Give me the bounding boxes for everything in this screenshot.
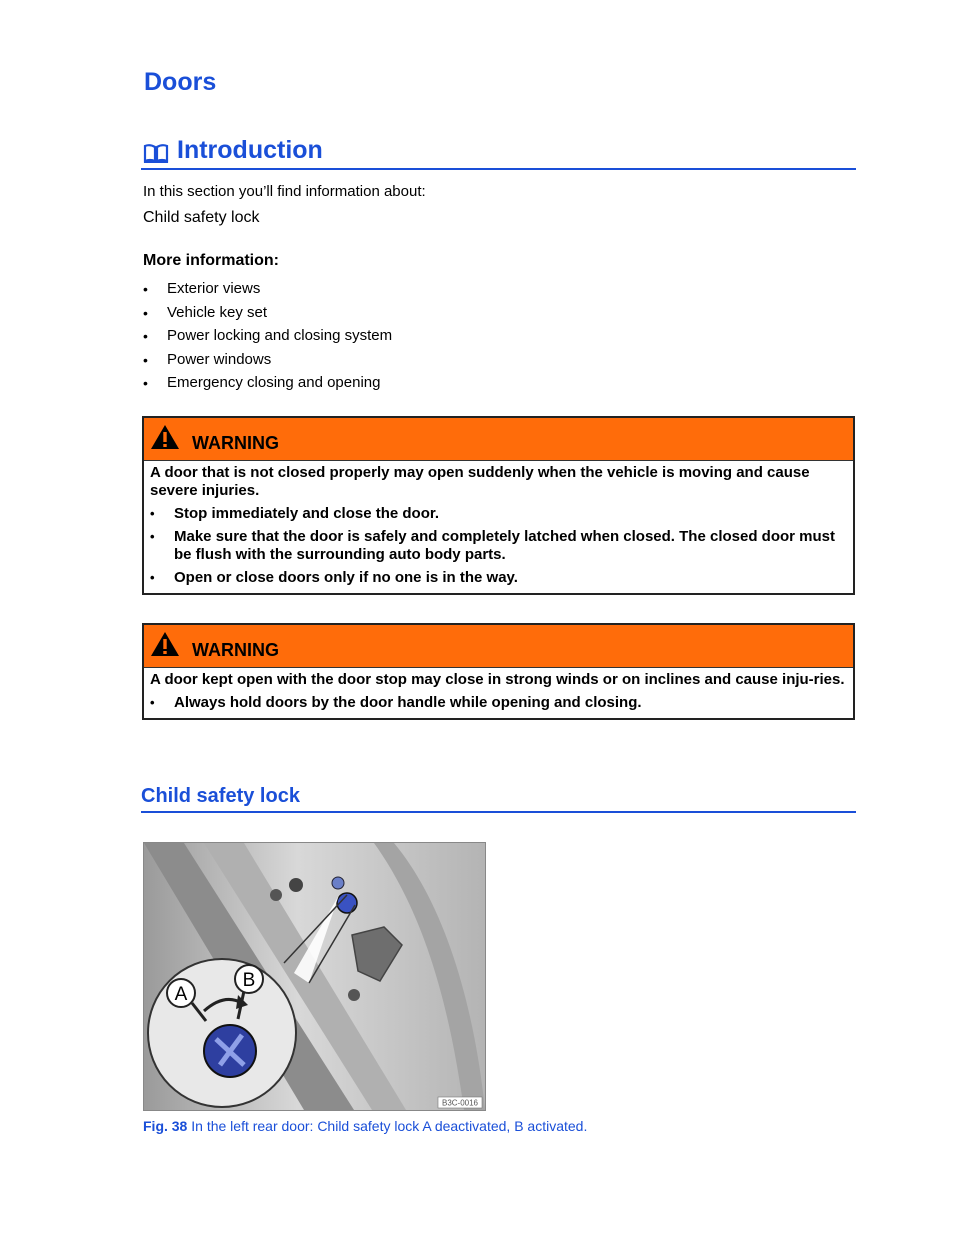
list-item[interactable]: • Emergency closing and opening xyxy=(143,374,381,391)
warning-header xyxy=(144,418,853,461)
door-illustration xyxy=(144,843,485,1110)
chapter-title: Doors xyxy=(144,68,217,96)
warning-body xyxy=(144,668,853,718)
warning-item: • Make sure that the door is safely and completely latched when closed. The closed door must be flush with the surrounding auto body parts. xyxy=(150,528,835,563)
label-b: B xyxy=(242,970,256,991)
list-item[interactable]: • Power windows xyxy=(143,350,272,368)
warning-text: A door that is not closed properly may open suddenly when the vehicle is moving and cause severe injuries. xyxy=(150,464,810,499)
warning-item: • Open or close doors only if no one is in the way. xyxy=(150,569,518,586)
more-info-heading: More information: xyxy=(143,252,279,269)
figure-caption xyxy=(143,1118,587,1134)
label-a: A xyxy=(174,984,188,1005)
figure-caption-text: In the left rear door: Child safety lock A deactivated, B activated. xyxy=(191,1118,588,1134)
subsection-title: Child safety lock xyxy=(141,785,856,813)
list-item[interactable]: • Exterior views xyxy=(143,280,261,297)
warning-box xyxy=(142,623,855,720)
warning-box xyxy=(142,416,855,595)
warning-text: A door kept open with the door stop may close in strong winds or on inclines and cause inju-ries. xyxy=(150,671,845,688)
section-heading xyxy=(141,136,856,170)
warning-item: • Always hold doors by the door handle while opening and closing. xyxy=(150,694,642,711)
warning-header xyxy=(144,625,853,668)
more-info-list xyxy=(143,280,392,398)
warning-label: WARNING xyxy=(192,640,279,660)
warning-body xyxy=(144,461,853,593)
figure-number: Fig. 38 xyxy=(143,1118,188,1134)
list-item[interactable]: • Power locking and closing system xyxy=(143,327,393,344)
warning-triangle-icon xyxy=(150,631,180,657)
book-icon xyxy=(143,142,169,164)
intro-text: In this section you’ll find information about: xyxy=(143,183,426,200)
list-item[interactable]: • Vehicle key set xyxy=(143,303,268,321)
warning-item: • Stop immediately and close the door. xyxy=(150,505,440,522)
warning-label: WARNING xyxy=(192,433,279,453)
section-title: Introduction xyxy=(177,136,323,164)
intro-link-child-safety-lock[interactable]: Child safety lock xyxy=(143,209,260,226)
figure-code: B3C-0016 xyxy=(441,1098,479,1108)
warning-triangle-icon xyxy=(150,424,180,450)
figure-child-safety-lock xyxy=(143,842,486,1111)
